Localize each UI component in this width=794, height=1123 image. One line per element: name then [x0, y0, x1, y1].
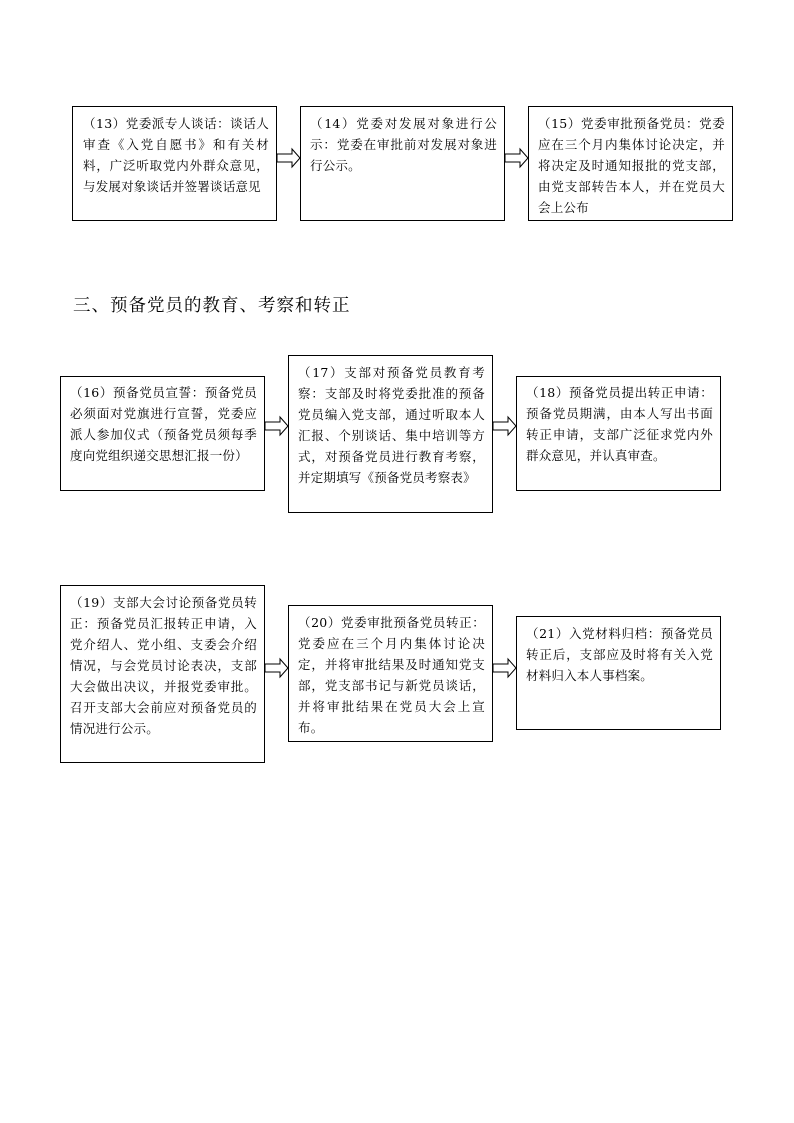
step-17-box: （17）支部对预备党员教育考察：支部及时将党委批准的预备党员编入党支部，通过听取本人汇报、个别谈话、集中培训等方式，对预备党员进行教育考察，并定期填写《预备党员考察表》 — [288, 355, 493, 513]
arrow-19-to-20 — [265, 656, 289, 680]
step-16-box: （16）预备党员宣誓：预备党员必须面对党旗进行宣誓，党委应派人参加仪式（预备党员须每季度向党组织递交思想汇报一份） — [60, 376, 265, 491]
arrow-14-to-15 — [505, 146, 529, 170]
arrow-16-to-17 — [265, 414, 289, 438]
step-14-box: （14）党委对发展对象进行公示：党委在审批前对发展对象进行公示。 — [300, 106, 505, 221]
arrow-17-to-18 — [493, 414, 517, 438]
step-20-box: （20）党委审批预备党员转正：党委应在三个月内集体讨论决定，并将审批结果及时通知党支部，党支部书记与新党员谈话，并将审批结果在党员大会上宣布。 — [288, 605, 493, 742]
arrow-20-to-21 — [493, 656, 517, 680]
step-18-box: （18）预备党员提出转正申请：预备党员期满，由本人写出书面转正申请，支部广泛征求党内外群众意见，并认真审查。 — [516, 376, 721, 491]
step-19-box: （19）支部大会讨论预备党员转正：预备党员汇报转正申请，入党介绍人、党小组、支委会介绍情况，与会党员讨论表决，支部大会做出决议，并报党委审批。召开支部大会前应对预备党员的情况进行公示。 — [60, 585, 265, 763]
step-21-box: （21）入党材料归档：预备党员转正后，支部应及时将有关入党材料归入本人事档案。 — [516, 616, 721, 730]
step-13-box: （13）党委派专人谈话：谈话人审查《入党自愿书》和有关材料，广泛听取党内外群众意见，与发展对象谈话并签署谈话意见 — [72, 106, 277, 221]
arrow-13-to-14 — [277, 146, 301, 170]
step-15-box: （15）党委审批预备党员：党委应在三个月内集体讨论决定，并将决定及时通知报批的党支部，由党支部转告本人，并在党员大会上公布 — [528, 106, 733, 221]
section-heading: 三、预备党员的教育、考察和转正 — [73, 296, 351, 316]
